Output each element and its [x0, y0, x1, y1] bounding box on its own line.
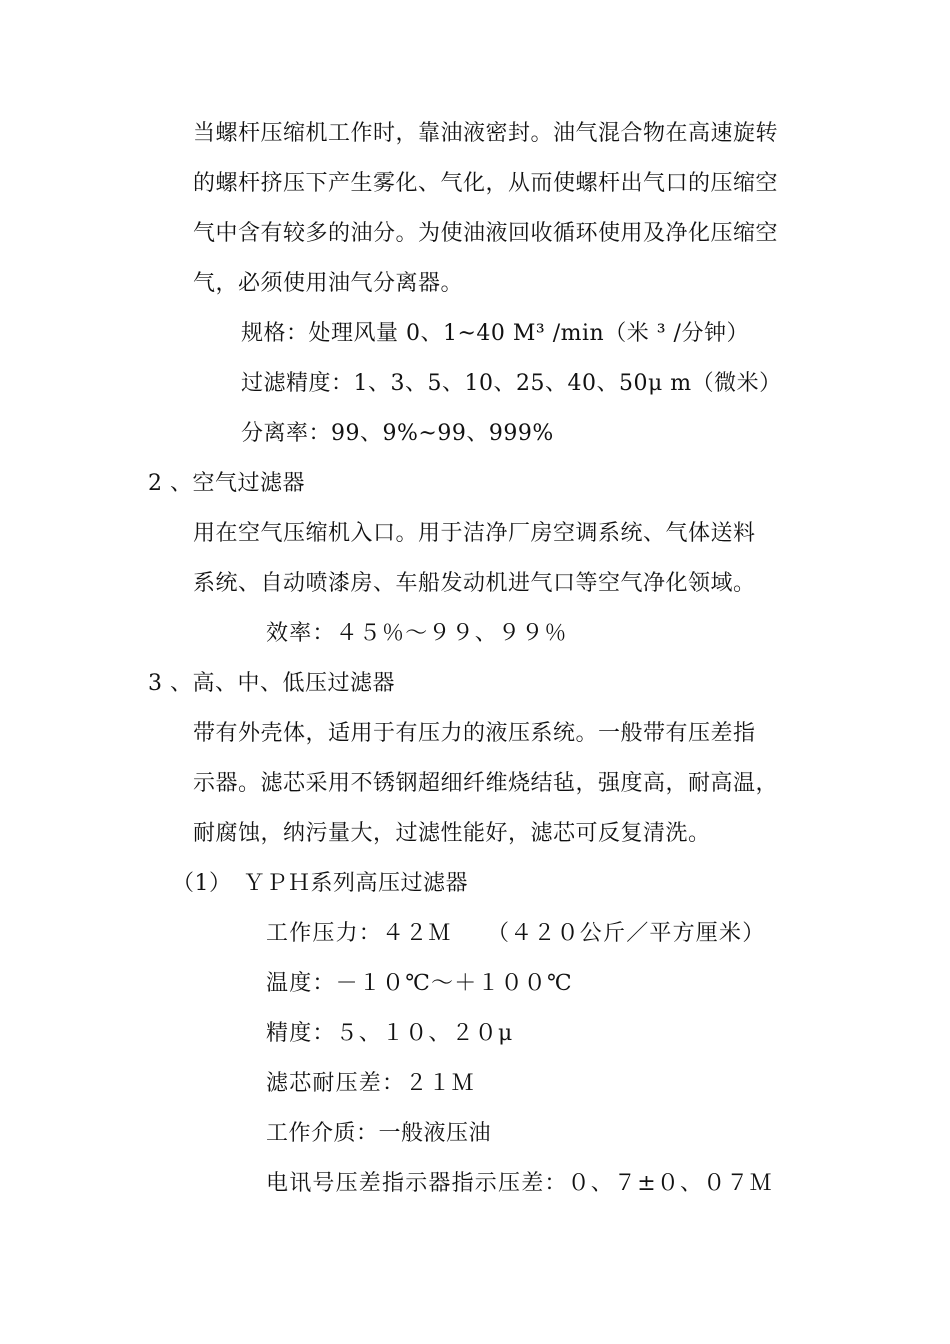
paragraph-line: 带有外壳体，适用于有压力的液压系统。一般带有压差指 — [193, 721, 756, 746]
section-heading: 3 、高、中、低压过滤器 — [148, 671, 395, 696]
spec-line: 精度：５、１０、２０μ — [266, 1021, 514, 1046]
spec-line: 滤芯耐压差：２１Ｍ — [266, 1071, 475, 1096]
section-heading: 2 、空气过滤器 — [148, 471, 305, 496]
spec-line: 工作压力：４２Ｍ （４２０公斤／平方厘米） — [266, 921, 766, 946]
paragraph-line: 示器。滤芯采用不锈钢超细纤维烧结毡，强度高，耐高温， — [193, 771, 779, 796]
subsection-heading: （1） ＹＰＨ系列高压过滤器 — [172, 871, 468, 896]
spec-line: 效率：４５％～９９、９９％ — [266, 621, 568, 646]
paragraph-line: 气中含有较多的油分。为使油液回收循环使用及净化压缩空 — [193, 221, 779, 246]
paragraph-line: 耐腐蚀，纳污量大，过滤性能好，滤芯可反复清洗。 — [193, 821, 711, 846]
paragraph-line: 的螺杆挤压下产生雾化、气化，从而使螺杆出气口的压缩空 — [193, 171, 779, 196]
spec-line: 规格：处理风量 0、1~40 M³ /min（米 ³ /分钟） — [241, 321, 749, 346]
spec-line: 分离率：99、9%~99、999% — [241, 421, 554, 446]
paragraph-line: 当螺杆压缩机工作时，靠油液密封。油气混合物在高速旋转 — [193, 121, 779, 146]
spec-line: 过滤精度：1、3、5、10、25、40、50μ m（微米） — [241, 371, 782, 396]
spec-line: 工作介质：一般液压油 — [266, 1121, 492, 1146]
spec-line: 电讯号压差指示器指示压差：０、７±０、０７Ｍ — [266, 1171, 773, 1196]
spec-line: 温度：－１０℃～＋１００℃ — [266, 971, 573, 996]
paragraph-line: 用在空气压缩机入口。用于洁净厂房空调系统、气体送料 — [193, 521, 756, 546]
paragraph-line: 气，必须使用油气分离器。 — [193, 271, 464, 296]
paragraph-line: 系统、自动喷漆房、车船发动机进气口等空气净化领域。 — [193, 571, 756, 596]
